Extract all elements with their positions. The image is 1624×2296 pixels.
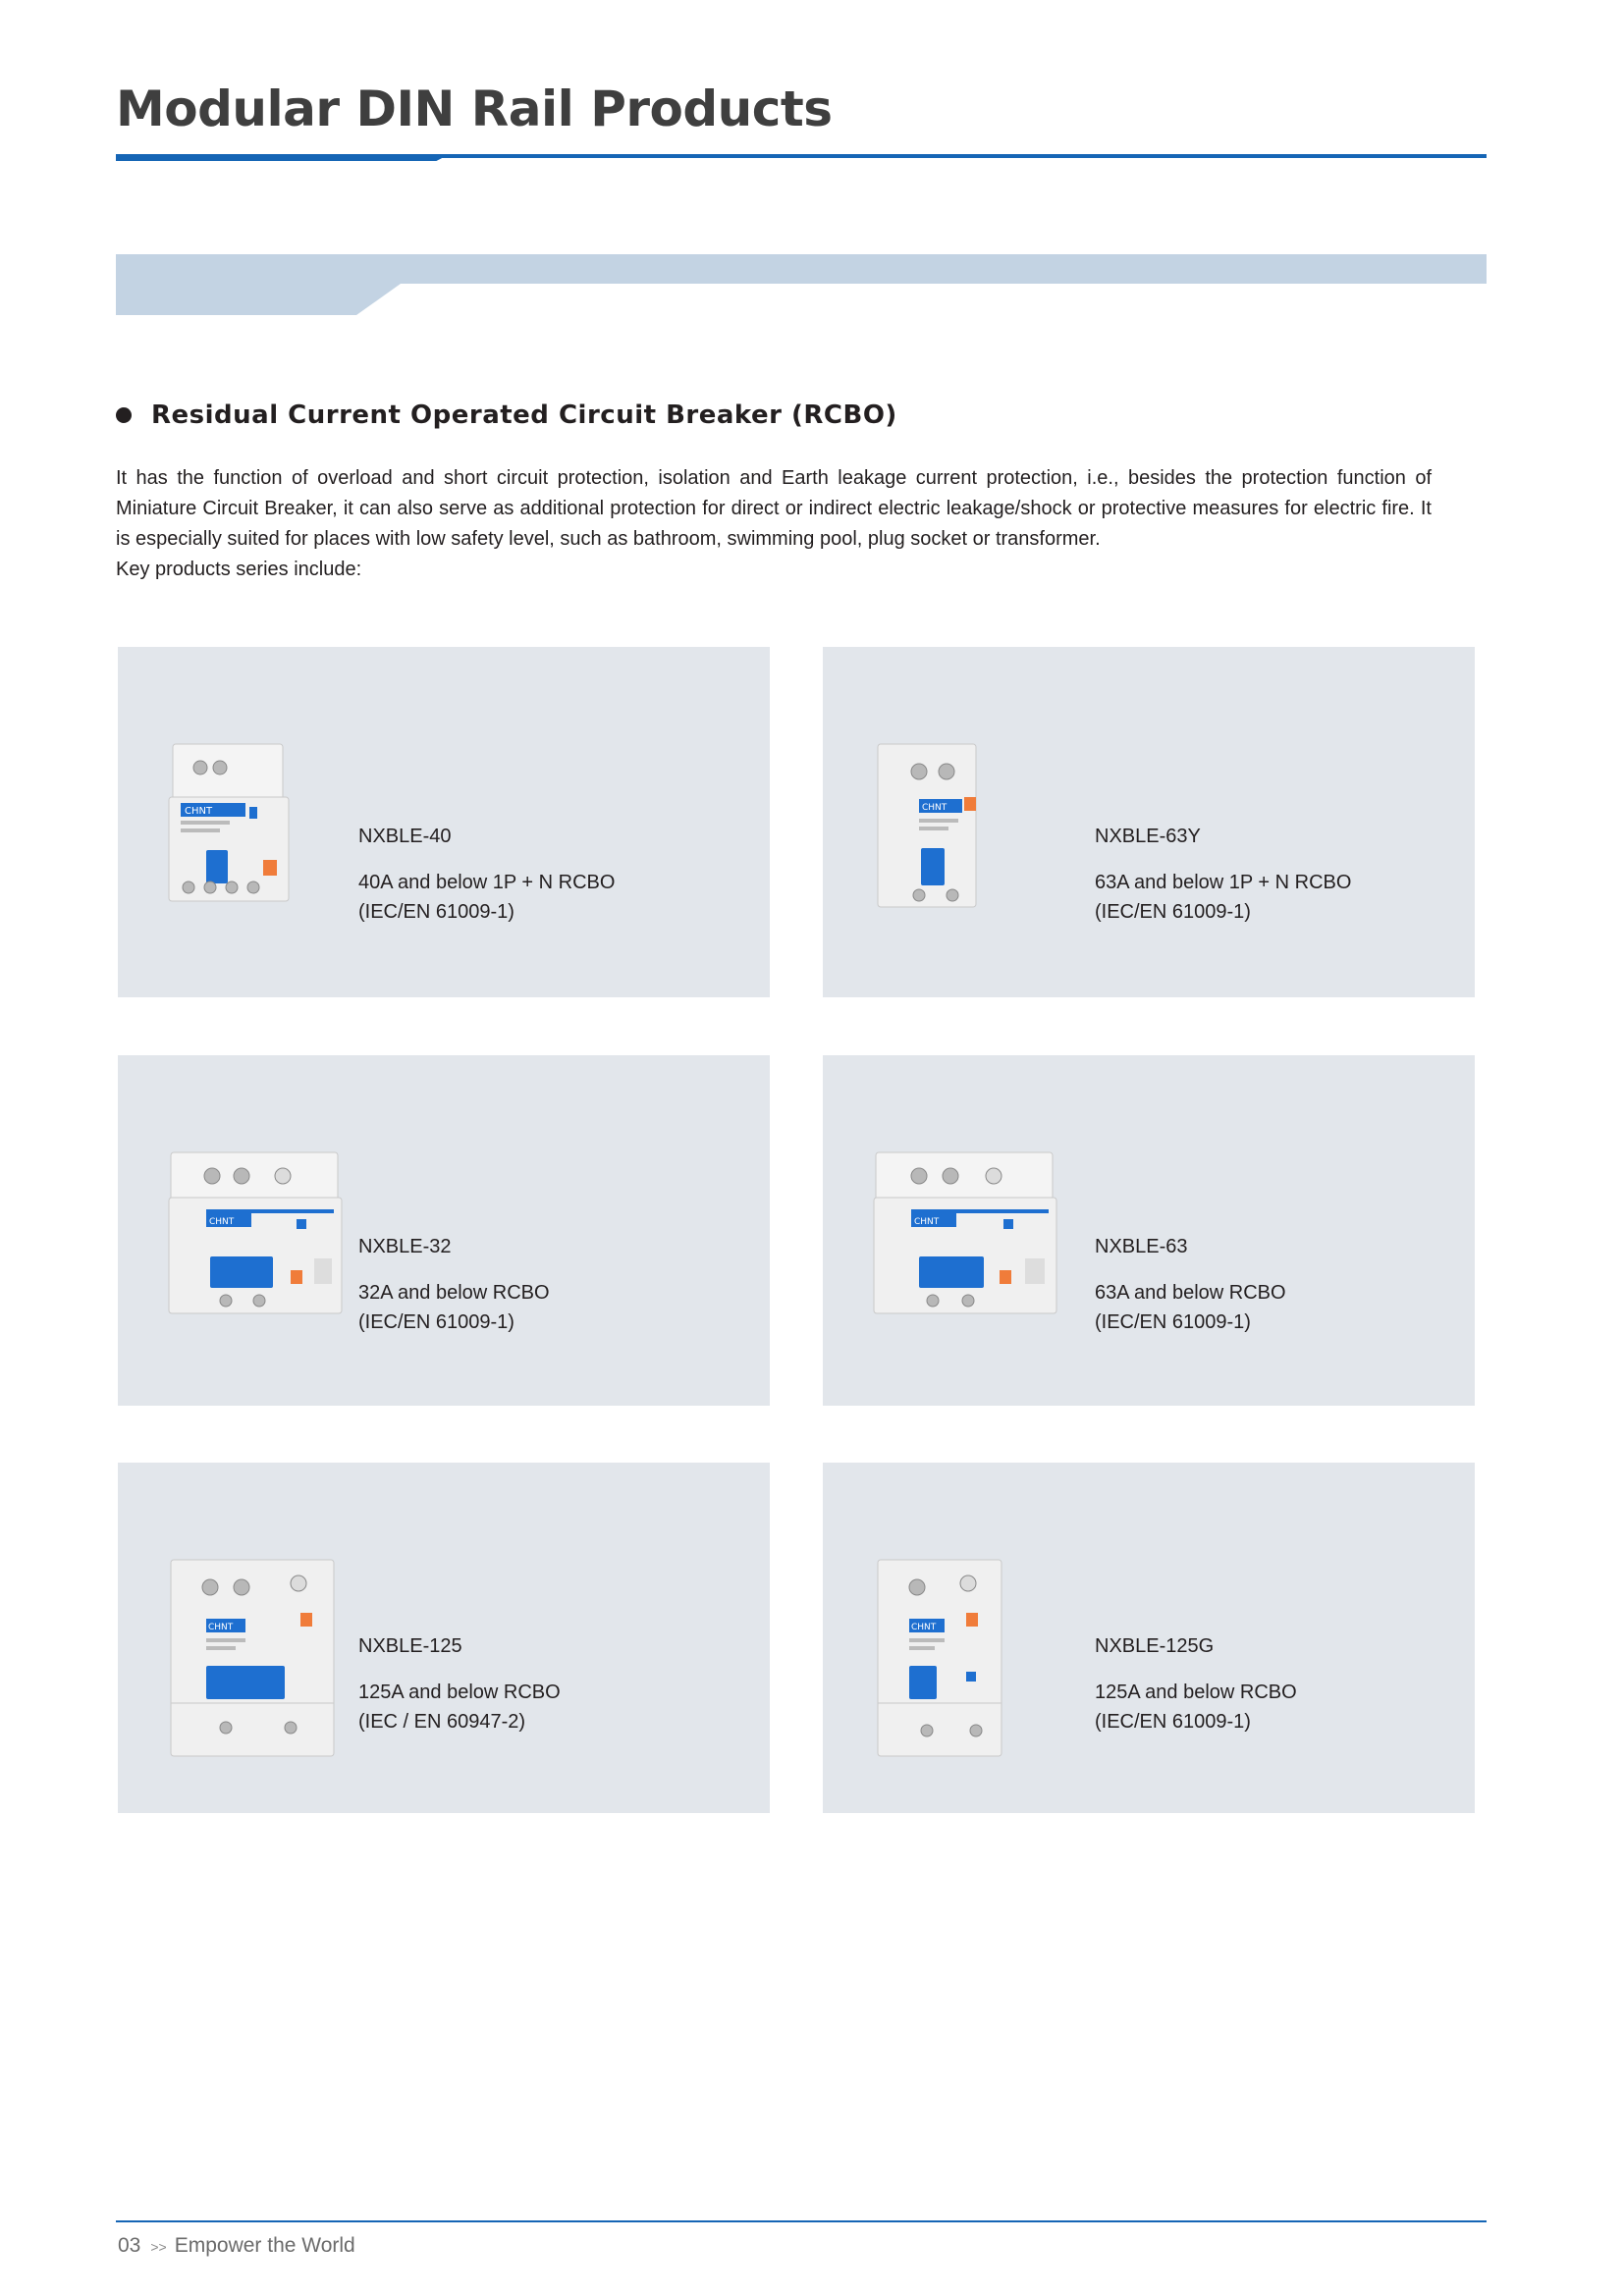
product-card [823,647,1475,997]
rcbo-2p-image [167,1148,344,1320]
rcbo-125g-image [874,1556,1011,1762]
bullet-icon [116,407,132,423]
product-description: 125A and below RCBO [358,1682,561,1703]
brand-label: CHNT [914,1217,940,1227]
product-model: NXBLE-40 [358,826,452,847]
product-standard: (IEC/EN 61009-1) [1095,1711,1251,1733]
product-standard: (IEC / EN 60947-2) [358,1711,526,1733]
title-rule-accent [116,154,450,161]
product-model: NXBLE-125G [1095,1635,1215,1657]
footer-separator: >> [150,2239,167,2255]
product-card [118,647,770,997]
product-standard: (IEC/EN 61009-1) [1095,901,1251,923]
intro-text [116,463,1432,585]
rcbo-2p-image [872,1148,1058,1320]
section-heading [116,400,897,430]
brand-label: CHNT [911,1623,937,1632]
product-description: 125A and below RCBO [1095,1682,1297,1703]
product-model: NXBLE-32 [358,1236,452,1257]
footer [118,2234,355,2258]
product-card [118,1055,770,1406]
brand-label: CHNT [209,1217,235,1227]
intro-lead: Key products series include: [116,559,362,580]
product-model: NXBLE-63 [1095,1236,1188,1257]
product-description: 32A and below RCBO [358,1282,550,1304]
rcbo-1p-n-image [874,740,1011,912]
brand-label: CHNT [208,1623,234,1632]
product-model: NXBLE-63Y [1095,826,1201,847]
rcbo-125-image [167,1556,344,1762]
product-model: NXBLE-125 [358,1635,462,1657]
footer-tagline: Empower the World [174,2234,355,2257]
intro-paragraph: It has the function of overload and short circuit protection, isolation and Earth leakage current protection, i.e., besides the protection function of Miniature Circuit Breaker, it can also serve as additional protection for direct or indirect electric leakage/shock or protective measures for electric fire. It is especially suited for places with low safety level, such as bathroom, swimming pool, plug socket or transformer. [116,467,1432,550]
brand-label: CHNT [922,803,947,813]
product-card [823,1055,1475,1406]
product-description: 40A and below 1P + N RCBO [358,872,616,893]
product-standard: (IEC/EN 61009-1) [1095,1311,1251,1333]
page-number: 03 [118,2234,141,2257]
brand-label: CHNT [185,806,213,817]
product-description: 63A and below 1P + N RCBO [1095,872,1352,893]
page-title: Modular DIN Rail Products [116,80,833,137]
footer-rule [116,2220,1487,2222]
product-card [823,1463,1475,1813]
product-standard: (IEC/EN 61009-1) [358,1311,514,1333]
product-description: 63A and below RCBO [1095,1282,1286,1304]
rcbo-1p-n-image [167,740,314,912]
section-banner [116,254,1487,315]
product-card [118,1463,770,1813]
section-heading-text: Residual Current Operated Circuit Breaker (RCBO) [151,400,897,430]
product-standard: (IEC/EN 61009-1) [358,901,514,923]
